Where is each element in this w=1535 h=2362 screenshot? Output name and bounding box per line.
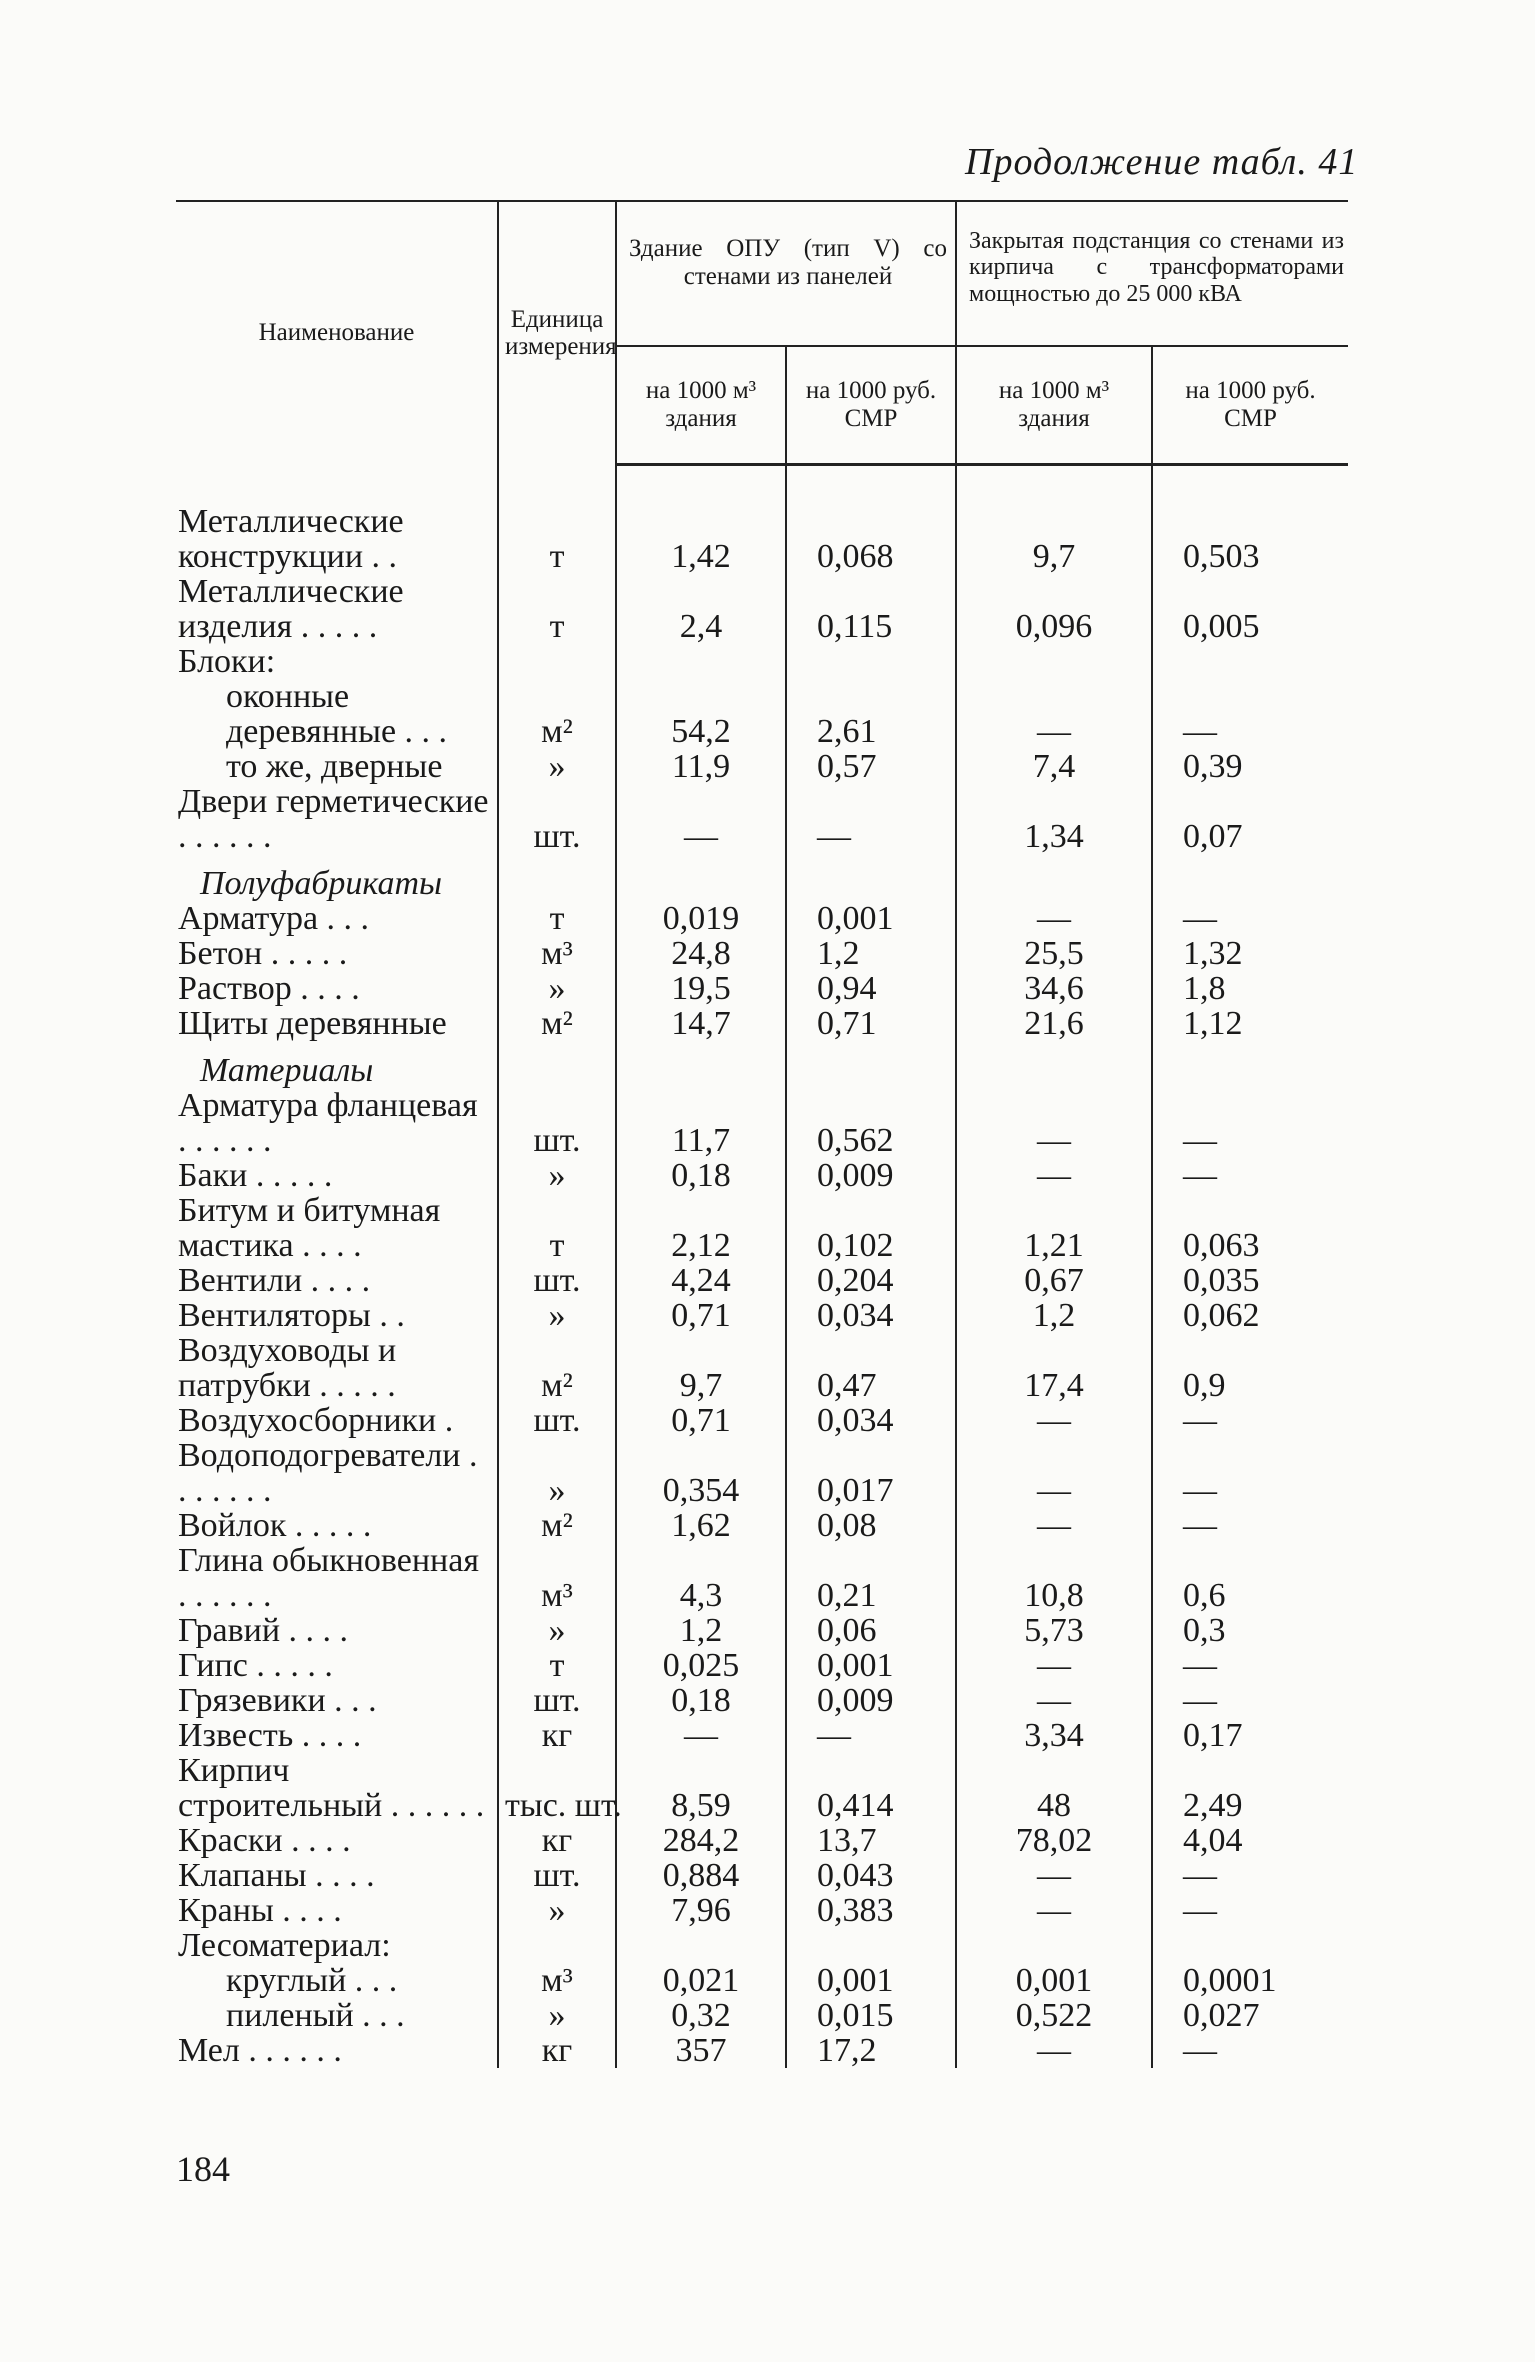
item-name: Блоки:: [178, 643, 276, 680]
value-b: 0,001: [786, 1963, 956, 1998]
value-a: 8,59: [616, 1753, 786, 1823]
table-row: [176, 901, 1348, 936]
value-a: [616, 854, 786, 901]
value-b: [786, 854, 956, 901]
value-a: 7,96: [616, 1893, 786, 1928]
item-name: Воздуховоды и патрубки . . . . .: [178, 1332, 397, 1404]
table-row: [176, 1006, 1348, 1041]
unit-cell: [498, 1041, 616, 1088]
value-d: 0,503: [1152, 464, 1348, 574]
table-row: [176, 679, 1348, 749]
table-row: [176, 1193, 1348, 1263]
unit-cell: [498, 644, 616, 679]
value-b: 0,115: [786, 574, 956, 644]
value-c: —: [956, 679, 1152, 749]
value-b: 0,001: [786, 901, 956, 936]
value-d: 1,12: [1152, 1006, 1348, 1041]
table-row: [176, 1648, 1348, 1683]
value-c: [956, 854, 1152, 901]
value-d: 0,07: [1152, 784, 1348, 854]
table-row: [176, 1263, 1348, 1298]
table-row: [176, 2033, 1348, 2068]
value-d: 1,8: [1152, 971, 1348, 1006]
item-name: Металлические конструкции . .: [178, 503, 404, 575]
table-row: [176, 1893, 1348, 1928]
item-name: Битум и битумная мастика . . . .: [178, 1192, 441, 1264]
value-a: 14,7: [616, 1006, 786, 1041]
value-c: 1,2: [956, 1298, 1152, 1333]
value-b: 0,001: [786, 1648, 956, 1683]
table-row: [176, 1998, 1348, 2033]
value-d: [1152, 1928, 1348, 1963]
table-row: [176, 1088, 1348, 1158]
value-c: 0,67: [956, 1263, 1152, 1298]
value-b: 0,94: [786, 971, 956, 1006]
value-b: 0,383: [786, 1893, 956, 1928]
value-d: 0,3: [1152, 1613, 1348, 1648]
value-c: 34,6: [956, 971, 1152, 1006]
value-b: 1,2: [786, 936, 956, 971]
unit-cell: м²: [498, 1006, 616, 1041]
value-a: 1,62: [616, 1508, 786, 1543]
value-c: 9,7: [956, 464, 1152, 574]
value-c: 7,4: [956, 749, 1152, 784]
value-d: 4,04: [1152, 1823, 1348, 1858]
value-d: 0,39: [1152, 749, 1348, 784]
value-d: —: [1152, 1158, 1348, 1193]
section-row: [176, 854, 1348, 901]
value-b: 13,7: [786, 1823, 956, 1858]
value-d: —: [1152, 1508, 1348, 1543]
item-name: Арматура . . .: [178, 900, 370, 937]
value-c: —: [956, 1438, 1152, 1508]
item-name: Двери герметические . . . . . .: [178, 783, 489, 855]
item-name: Краски . . . .: [178, 1822, 351, 1859]
value-a: 2,4: [616, 574, 786, 644]
unit-cell: »: [498, 1893, 616, 1928]
value-b: —: [786, 1718, 956, 1753]
header-name: Наименование: [176, 201, 498, 464]
table-row: [176, 644, 1348, 679]
table-row: [176, 1438, 1348, 1508]
header-sub-d: на 1000 руб. СМР: [1152, 346, 1348, 464]
value-c: 0,001: [956, 1963, 1152, 1998]
unit-cell: [498, 1928, 616, 1963]
value-d: 0,9: [1152, 1333, 1348, 1403]
value-c: —: [956, 1088, 1152, 1158]
value-c: —: [956, 1893, 1152, 1928]
unit-cell: »: [498, 1438, 616, 1508]
header-group1: Здание ОПУ (тип V) со стенами из панелей: [616, 201, 956, 346]
value-a: 4,3: [616, 1543, 786, 1613]
table-row: [176, 1403, 1348, 1438]
value-a: 0,18: [616, 1158, 786, 1193]
table-row: [176, 1858, 1348, 1893]
item-name: Воздухосборники .: [178, 1402, 454, 1439]
value-d: 2,49: [1152, 1753, 1348, 1823]
value-c: [956, 1928, 1152, 1963]
unit-cell: тыс. шт.: [498, 1753, 616, 1823]
value-b: 0,034: [786, 1298, 956, 1333]
value-c: —: [956, 2033, 1152, 2068]
value-a: 1,42: [616, 464, 786, 574]
unit-cell: »: [498, 1158, 616, 1193]
value-d: —: [1152, 1438, 1348, 1508]
value-d: 0,005: [1152, 574, 1348, 644]
unit-cell: кг: [498, 1718, 616, 1753]
value-d: —: [1152, 1893, 1348, 1928]
value-a: 54,2: [616, 679, 786, 749]
unit-cell: м³: [498, 936, 616, 971]
item-name: Раствор . . . .: [178, 970, 360, 1007]
value-a: 0,71: [616, 1403, 786, 1438]
table-row: [176, 1718, 1348, 1753]
item-name: Металлические изделия . . . . .: [178, 573, 404, 645]
table-body: [176, 464, 1348, 2068]
unit-cell: м²: [498, 679, 616, 749]
value-d: 0,035: [1152, 1263, 1348, 1298]
value-a: —: [616, 1718, 786, 1753]
value-a: 11,9: [616, 749, 786, 784]
table-row: [176, 1543, 1348, 1613]
unit-cell: »: [498, 1298, 616, 1333]
value-b: 2,61: [786, 679, 956, 749]
value-c: —: [956, 1858, 1152, 1893]
item-name: оконные деревянные . . .: [226, 678, 448, 750]
item-name: то же, дверные: [226, 748, 443, 785]
unit-cell: шт.: [498, 1683, 616, 1718]
value-d: —: [1152, 2033, 1348, 2068]
table-row: [176, 1963, 1348, 1998]
item-name: Материалы: [200, 1052, 374, 1089]
value-b: 0,009: [786, 1683, 956, 1718]
value-b: 0,102: [786, 1193, 956, 1263]
value-b: 0,06: [786, 1613, 956, 1648]
unit-cell: т: [498, 1648, 616, 1683]
item-name: Вентили . . . .: [178, 1262, 371, 1299]
value-c: [956, 644, 1152, 679]
header-unit: Единица измерения: [498, 201, 616, 464]
value-b: [786, 644, 956, 679]
value-b: 0,71: [786, 1006, 956, 1041]
value-a: 19,5: [616, 971, 786, 1006]
value-b: [786, 1041, 956, 1088]
value-c: 1,34: [956, 784, 1152, 854]
value-c: —: [956, 1648, 1152, 1683]
unit-cell: т: [498, 574, 616, 644]
value-b: 0,017: [786, 1438, 956, 1508]
value-a: 0,025: [616, 1648, 786, 1683]
header-sub-c: на 1000 м³ здания: [956, 346, 1152, 464]
table-row: [176, 1508, 1348, 1543]
header-sub-a: на 1000 м³ здания: [616, 346, 786, 464]
item-name: Щиты деревянные: [178, 1005, 447, 1042]
value-c: —: [956, 1403, 1152, 1438]
table-caption: Продолжение табл. 41: [965, 141, 1359, 183]
value-b: 0,57: [786, 749, 956, 784]
item-name: Бетон . . . . .: [178, 935, 348, 972]
item-name: Водоподогреватели . . . . . . .: [178, 1437, 478, 1509]
item-name: Клапаны . . . .: [178, 1857, 375, 1894]
value-c: 3,34: [956, 1718, 1152, 1753]
value-d: 0,063: [1152, 1193, 1348, 1263]
unit-cell: шт.: [498, 784, 616, 854]
table-row: [176, 1613, 1348, 1648]
table-row: [176, 1298, 1348, 1333]
value-a: 357: [616, 2033, 786, 2068]
unit-cell: м²: [498, 1508, 616, 1543]
unit-cell: т: [498, 1193, 616, 1263]
value-b: 17,2: [786, 2033, 956, 2068]
unit-cell: т: [498, 464, 616, 574]
value-a: [616, 644, 786, 679]
unit-cell: [498, 854, 616, 901]
table-row: [176, 464, 1348, 574]
value-c: 17,4: [956, 1333, 1152, 1403]
unit-cell: шт.: [498, 1403, 616, 1438]
table-row: [176, 936, 1348, 971]
value-d: —: [1152, 1648, 1348, 1683]
value-b: 0,034: [786, 1403, 956, 1438]
value-a: 9,7: [616, 1333, 786, 1403]
value-b: 0,21: [786, 1543, 956, 1613]
item-name: Арматура фланцевая . . . . . .: [178, 1087, 478, 1159]
value-a: —: [616, 784, 786, 854]
value-d: 0,027: [1152, 1998, 1348, 2033]
value-d: [1152, 1041, 1348, 1088]
value-d: —: [1152, 1683, 1348, 1718]
table-row: [176, 784, 1348, 854]
item-name: Мел . . . . . .: [178, 2032, 342, 2069]
value-c: 78,02: [956, 1823, 1152, 1858]
unit-cell: »: [498, 1998, 616, 2033]
item-name: Вентиляторы . .: [178, 1297, 405, 1334]
item-name: пиленый . . .: [226, 1997, 405, 2034]
item-name: Кирпич строительный . . . . . .: [178, 1752, 485, 1824]
value-b: 0,009: [786, 1158, 956, 1193]
unit-cell: »: [498, 749, 616, 784]
header-sub-b: на 1000 руб. СМР: [786, 346, 956, 464]
value-d: —: [1152, 1088, 1348, 1158]
value-d: —: [1152, 1403, 1348, 1438]
header-group2: Закрытая подстанция со стенами из кирпича с трансформаторами мощностью до 25 000 кВА: [956, 201, 1348, 346]
table-row: [176, 749, 1348, 784]
value-c: —: [956, 901, 1152, 936]
value-a: 4,24: [616, 1263, 786, 1298]
unit-cell: шт.: [498, 1263, 616, 1298]
value-a: 0,32: [616, 1998, 786, 2033]
value-a: 284,2: [616, 1823, 786, 1858]
table-row: [176, 971, 1348, 1006]
item-name: Краны . . . .: [178, 1892, 342, 1929]
value-b: 0,08: [786, 1508, 956, 1543]
table-row: [176, 1333, 1348, 1403]
item-name: Гипс . . . . .: [178, 1647, 333, 1684]
value-c: —: [956, 1508, 1152, 1543]
item-name: Грязевики . . .: [178, 1682, 377, 1719]
value-d: —: [1152, 1858, 1348, 1893]
value-a: 0,884: [616, 1858, 786, 1893]
value-a: 0,019: [616, 901, 786, 936]
page-number: 184: [176, 2149, 230, 2189]
table-row: [176, 574, 1348, 644]
value-c: 1,21: [956, 1193, 1152, 1263]
table-row: [176, 1823, 1348, 1858]
item-name: Глина обыкновенная . . . . . .: [178, 1542, 479, 1614]
unit-cell: шт.: [498, 1858, 616, 1893]
value-c: 0,096: [956, 574, 1152, 644]
unit-cell: »: [498, 1613, 616, 1648]
unit-cell: »: [498, 971, 616, 1006]
table-row: [176, 1683, 1348, 1718]
item-name: круглый . . .: [226, 1962, 398, 1999]
value-d: 0,6: [1152, 1543, 1348, 1613]
unit-cell: кг: [498, 1823, 616, 1858]
item-name: Полуфабрикаты: [200, 865, 443, 902]
value-b: 0,043: [786, 1858, 956, 1893]
value-c: [956, 1041, 1152, 1088]
value-d: [1152, 644, 1348, 679]
value-b: —: [786, 784, 956, 854]
value-d: —: [1152, 901, 1348, 936]
item-name: Известь . . . .: [178, 1717, 362, 1754]
unit-cell: м³: [498, 1543, 616, 1613]
value-b: 0,414: [786, 1753, 956, 1823]
value-d: [1152, 854, 1348, 901]
value-b: 0,068: [786, 464, 956, 574]
item-name: Лесоматериал:: [178, 1927, 391, 1964]
value-d: —: [1152, 679, 1348, 749]
value-b: [786, 1928, 956, 1963]
value-d: 0,0001: [1152, 1963, 1348, 1998]
value-d: 0,062: [1152, 1298, 1348, 1333]
table-row: [176, 1928, 1348, 1963]
value-b: 0,562: [786, 1088, 956, 1158]
value-a: 2,12: [616, 1193, 786, 1263]
value-d: 0,17: [1152, 1718, 1348, 1753]
value-a: 0,354: [616, 1438, 786, 1508]
data-table: [176, 200, 1348, 2068]
item-name: Войлок . . . . .: [178, 1507, 372, 1544]
value-c: 48: [956, 1753, 1152, 1823]
unit-cell: т: [498, 901, 616, 936]
value-a: 0,021: [616, 1963, 786, 1998]
section-row: [176, 1041, 1348, 1088]
value-c: 0,522: [956, 1998, 1152, 2033]
value-a: 1,2: [616, 1613, 786, 1648]
table-row: [176, 1753, 1348, 1823]
unit-cell: м²: [498, 1333, 616, 1403]
value-a: [616, 1928, 786, 1963]
unit-cell: м³: [498, 1963, 616, 1998]
value-d: 1,32: [1152, 936, 1348, 971]
value-a: 0,18: [616, 1683, 786, 1718]
value-c: 5,73: [956, 1613, 1152, 1648]
value-c: 25,5: [956, 936, 1152, 971]
value-b: 0,47: [786, 1333, 956, 1403]
unit-cell: шт.: [498, 1088, 616, 1158]
value-c: 21,6: [956, 1006, 1152, 1041]
value-c: —: [956, 1683, 1152, 1718]
item-name: Гравий . . . .: [178, 1612, 349, 1649]
value-c: 10,8: [956, 1543, 1152, 1613]
value-a: 24,8: [616, 936, 786, 971]
value-a: [616, 1041, 786, 1088]
value-a: 11,7: [616, 1088, 786, 1158]
unit-cell: кг: [498, 2033, 616, 2068]
item-name: Баки . . . . .: [178, 1157, 333, 1194]
value-c: —: [956, 1158, 1152, 1193]
table-row: [176, 1158, 1348, 1193]
value-b: 0,204: [786, 1263, 956, 1298]
value-b: 0,015: [786, 1998, 956, 2033]
value-a: 0,71: [616, 1298, 786, 1333]
